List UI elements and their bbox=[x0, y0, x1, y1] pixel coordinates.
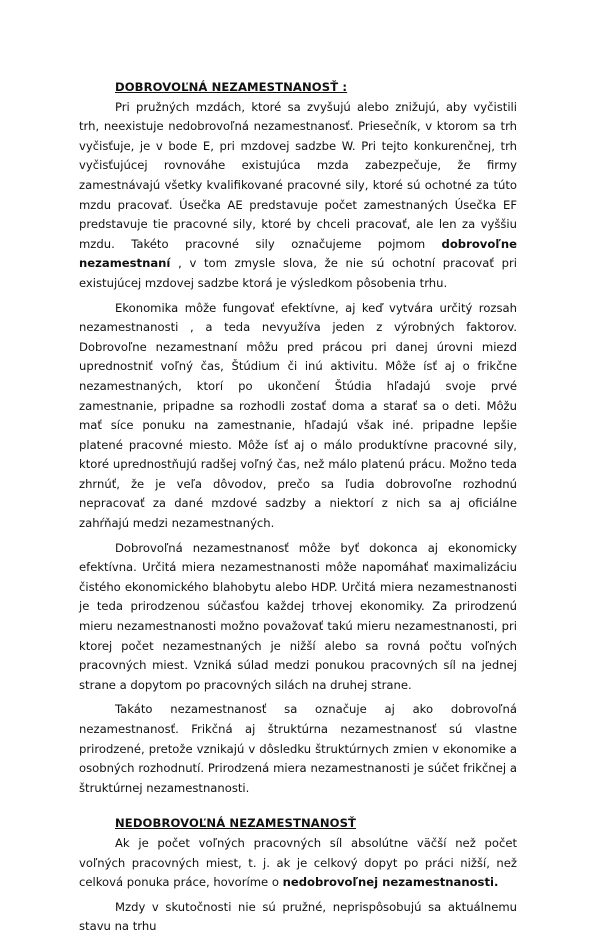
bold-term: dobrovoľne nezamestnaní bbox=[79, 236, 517, 271]
paragraph: Takáto nezamestnanosť sa označuje aj ako dobrovoľná nezamestnanosť. Frikčná aj štruktúrna nezamestnanosť sú vlastne prirodzené, pretože vznikajú v dôsledku štruktúrnych zmien v ekonomike a osobných rozhodnutí. Prirodzená miera nezamestnanosti je súčet frikčnej a štruktúrnej nezamestnanosti. bbox=[79, 702, 517, 795]
paragraph: Ekonomika môže fungovať efektívne, aj keď vytvára určitý rozsah nezamestnanosti , a teda nevyužíva jeden z výrobných faktorov. Dobrovoľne nezamestnaní môžu pred prácou pri danej úrovni miezd uprednostniť voľný čas, Štúdium či inú aktivitu. Môže ísť aj o frikčne nezamestnaných, ktorí po ukončení Štúdia hľadajú svoje prvé zamestnanie, pripadne sa rozhodli zostať doma a starať sa o deti. Môžu mať síce ponuku na zamestnanie, hľadajú však iné. pripadne lepšie platené pracovné miesto. Môže ísť aj o málo produktívne pracovné sily, ktoré uprednostňujú radšej voľný čas, než málo platenú prácu. Možno teda zhrnúť, že je veľa dôvodov, prečo sa ľudia dobrovoľne rozhodnú nepracovať za dané mzdové sadzby a niektorí z nich sa aj oficiálne zahŕňajú medzi nezamestnaných. bbox=[79, 300, 517, 531]
paragraph: Dobrovoľná nezamestnanosť môže byť dokonca aj ekonomicky efektívna. Určitá miera nezamestnanosti môže napomáhať maximalizáciu čistého ekonomického blahobytu alebo HDP. Určitá miera nezamestnanosti je teda prirodzenou súčasťou každej trhovej ekonomiky. Za prirodzenú mieru nezamestnanosti možno považovať takú mieru nezamestnanosti, pri ktorej počet nezamestnaných je nižší alebo sa rovná počtu voľných pracovných miest. Vzniká súlad medzi ponukou pracovných síl na jednej strane a dopytom po pracovných silách na druhej strane. bbox=[79, 540, 517, 692]
section-heading: DOBROVOĽNÁ NEZAMESTNANOSŤ : bbox=[115, 80, 348, 94]
document-body bbox=[79, 78, 517, 942]
paragraph bbox=[79, 98, 517, 294]
bold-term: nedobrovoľnej nezamestnanosti. bbox=[282, 875, 499, 890]
paragraph-text: Pri pružných mzdách, ktoré sa zvyšujú alebo znižujú, aby vyčistili trh, neexistuje nedobrovoľná nezamestnanosť. Priesečník, v ktorom sa trh vyčisťuje, je v bode E, pri mzdovej sadzbe W. Pri tejto konkurenčnej, trh vyčisťujúcej rovnováhe existujúca mzda zabezpečuje, že firmy zamestnávajú všetky kvalifikované pracovné sily, ktoré sú ochotné za túto mzdu pracovať. Úsečka AE predstavuje počet zamestnaných Úsečka EF predstavuje tie pracovné sily, ktoré by chceli pracovať, ale len za vyššiu mzdu. Takéto pracovné sily označujeme pojmom bbox=[79, 99, 517, 251]
section-heading: NEDOBROVOĽNÁ NEZAMESTNANOSŤ bbox=[115, 816, 357, 831]
paragraph-text: Ak je počet voľných pracovných síl absolútne väčší než počet voľných pracovných miest, t. j. ak je celkový dopyt po práci nižší, než celková ponuka práce, hovoríme o bbox=[79, 835, 517, 890]
paragraph bbox=[79, 834, 517, 893]
section-voluntary-unemployment bbox=[79, 78, 517, 798]
section-involuntary-unemployment bbox=[79, 814, 517, 937]
paragraph-text: , v tom zmysle slova, že nie sú ochotní pracovať pri existujúcej mzdovej sadzbe ktorá je výsledkom pôsobenia trhu. bbox=[79, 256, 517, 290]
paragraph: Mzdy v skutočnosti nie sú pružné, neprispôsobujú sa aktuálnemu stavu na trhu bbox=[79, 899, 517, 934]
